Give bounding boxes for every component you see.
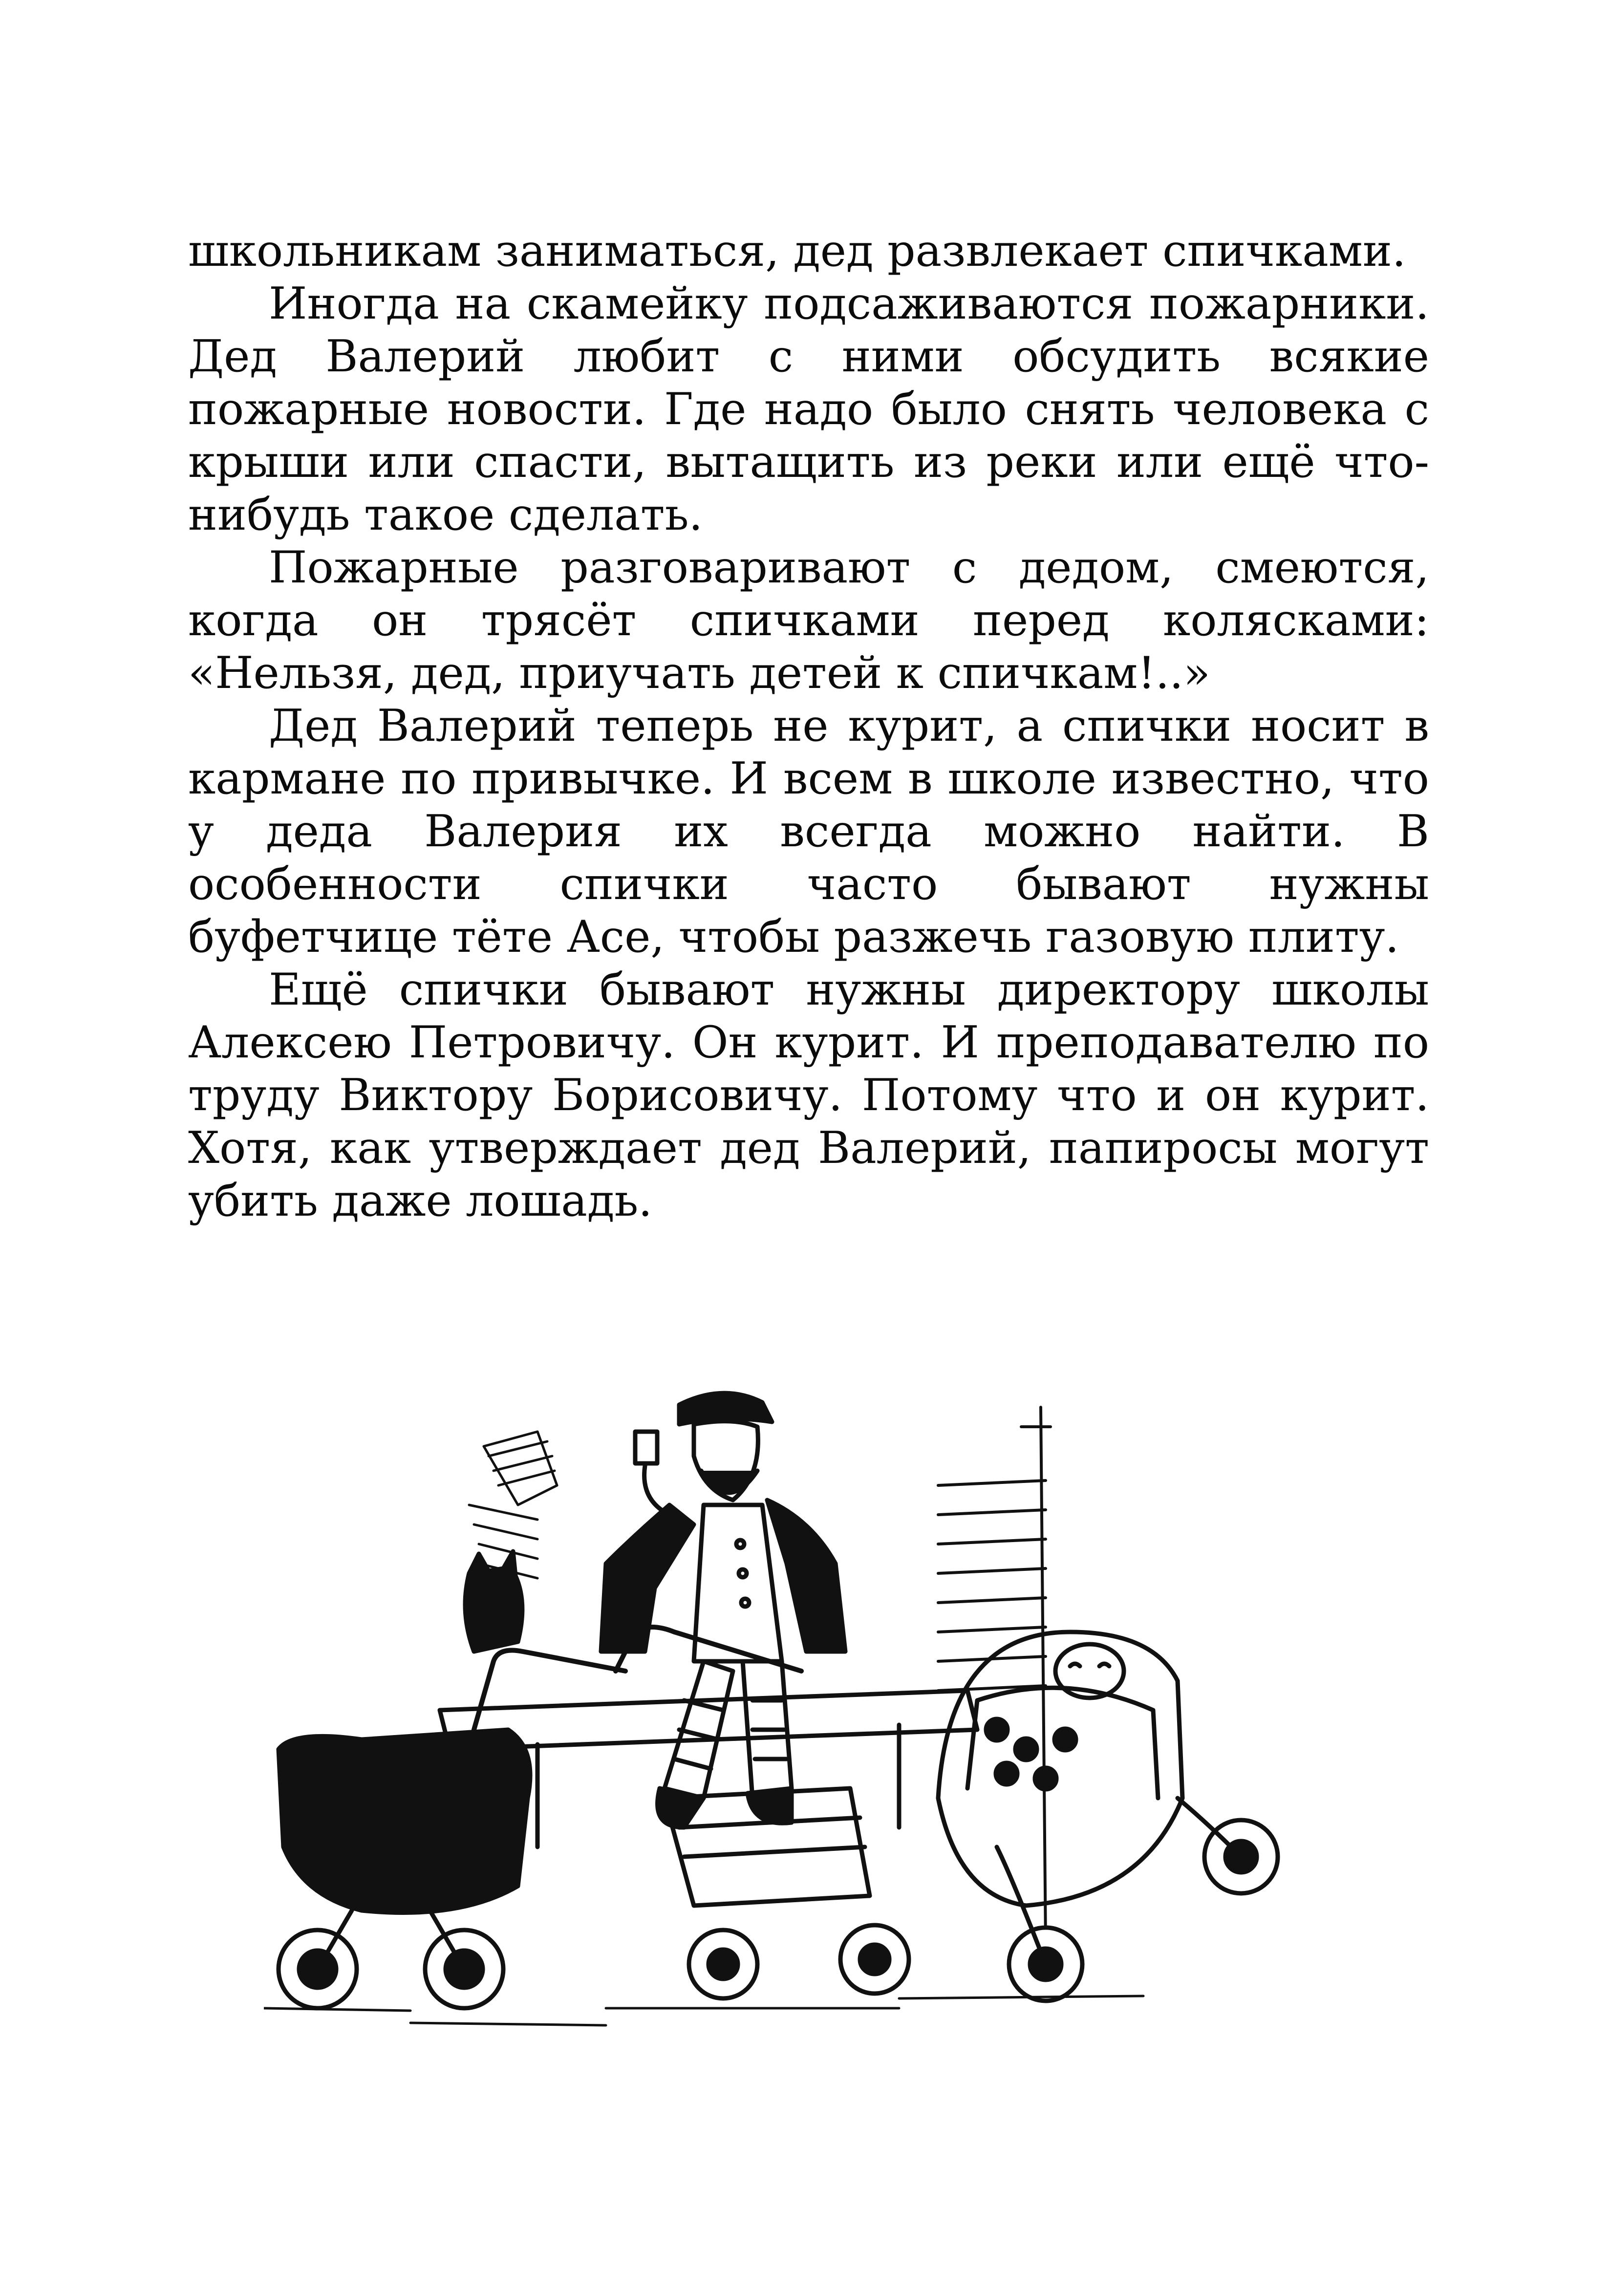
paragraph: Ещё спички бывают нужны директору школы Алексею Петровичу. Он курит. И преподавателю по труду Виктору Борисовичу. Потому что и он курит. Хотя, как утверждает дед Валерий, папиросы могут убить даже лошадь. <box>188 964 1429 1226</box>
paragraph: Иногда на скамейку подсаживаются пожарники. Дед Валерий любит с ними обсудить всякие пожарные новости. Где надо было снять человека с крыши или спасти, вытащить из реки или ещё что-нибудь такое сделать. <box>188 278 1429 540</box>
trousers <box>665 1661 792 1798</box>
paragraph: Дед Валерий теперь не курит, а спички носит в кармане по привычке. И всем в школе известно, что у деда Валерия их всегда можно найти. В особенности спички часто бывают нужны буфетчице тёте Асе, чтобы разжечь газовую плиту. <box>188 700 1429 963</box>
paragraph: Пожарные разговаривают с дедом, смеются, когда он трясёт спичками перед колясками: «Нельзя, дед, приучать детей к спичкам!..» <box>188 542 1429 699</box>
matchbox <box>635 1432 657 1463</box>
wall-lines <box>938 1407 1051 1945</box>
paragraph: школьникам заниматься, дед развлекает спичками. <box>188 225 1406 277</box>
ink-drawing <box>264 1358 1363 2077</box>
ground-lines <box>264 1996 1143 2025</box>
body-text <box>188 225 1429 1227</box>
illustration-grandfather-with-strollers <box>264 1358 1363 2077</box>
